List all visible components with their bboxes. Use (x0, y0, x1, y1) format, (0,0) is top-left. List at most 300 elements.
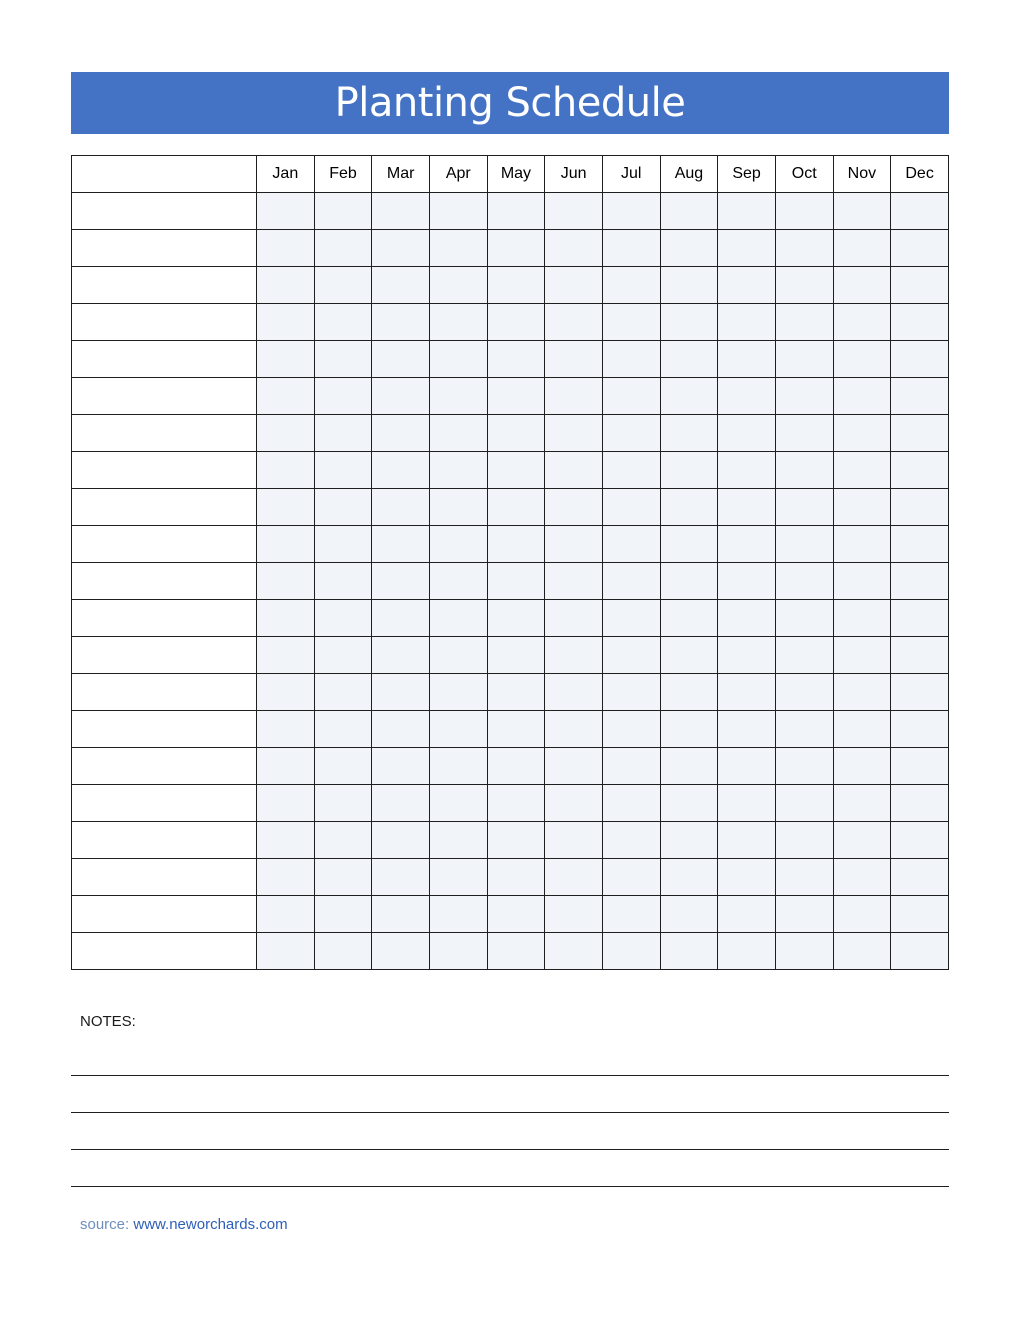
table-row (72, 230, 949, 267)
month-cell-jan[interactable] (257, 637, 315, 674)
month-cell-may[interactable] (487, 933, 545, 970)
month-cell-mar[interactable] (372, 859, 430, 896)
month-cell-dec[interactable] (891, 600, 949, 637)
month-cell-jul[interactable] (602, 267, 660, 304)
month-cell-may[interactable] (487, 859, 545, 896)
month-header-dec: Dec (891, 156, 949, 193)
table-body (72, 193, 949, 970)
month-cell-jul[interactable] (602, 637, 660, 674)
month-cell-mar[interactable] (372, 452, 430, 489)
month-cell-dec[interactable] (891, 785, 949, 822)
month-cell-aug[interactable] (660, 452, 718, 489)
plant-name-cell[interactable] (72, 489, 257, 526)
table-row (72, 896, 949, 933)
month-cell-oct[interactable] (775, 859, 833, 896)
month-cell-apr[interactable] (429, 748, 487, 785)
month-cell-jan[interactable] (257, 267, 315, 304)
planting-schedule-table (71, 155, 949, 970)
month-cell-oct[interactable] (775, 230, 833, 267)
month-cell-jul[interactable] (602, 230, 660, 267)
month-cell-dec[interactable] (891, 674, 949, 711)
month-cell-apr[interactable] (429, 378, 487, 415)
month-cell-nov[interactable] (833, 304, 891, 341)
month-cell-jul[interactable] (602, 822, 660, 859)
month-cell-sep[interactable] (718, 267, 776, 304)
month-cell-may[interactable] (487, 230, 545, 267)
month-cell-apr[interactable] (429, 304, 487, 341)
month-cell-oct[interactable] (775, 304, 833, 341)
month-cell-nov[interactable] (833, 600, 891, 637)
month-cell-aug[interactable] (660, 378, 718, 415)
month-cell-sep[interactable] (718, 304, 776, 341)
month-cell-apr[interactable] (429, 637, 487, 674)
month-cell-jan[interactable] (257, 193, 315, 230)
month-cell-jan[interactable] (257, 304, 315, 341)
month-cell-jun[interactable] (545, 822, 603, 859)
month-cell-may[interactable] (487, 378, 545, 415)
month-header-oct: Oct (775, 156, 833, 193)
month-cell-mar[interactable] (372, 526, 430, 563)
month-cell-apr[interactable] (429, 452, 487, 489)
month-cell-jun[interactable] (545, 526, 603, 563)
month-cell-dec[interactable] (891, 452, 949, 489)
month-cell-jun[interactable] (545, 785, 603, 822)
month-cell-oct[interactable] (775, 563, 833, 600)
month-cell-nov[interactable] (833, 230, 891, 267)
month-cell-jun[interactable] (545, 896, 603, 933)
month-cell-may[interactable] (487, 415, 545, 452)
table-row (72, 933, 949, 970)
month-cell-sep[interactable] (718, 674, 776, 711)
month-cell-jan[interactable] (257, 341, 315, 378)
month-cell-jan[interactable] (257, 748, 315, 785)
month-cell-jun[interactable] (545, 452, 603, 489)
notes-line[interactable] (71, 1149, 949, 1150)
month-cell-sep[interactable] (718, 489, 776, 526)
plant-name-cell[interactable] (72, 822, 257, 859)
month-cell-sep[interactable] (718, 822, 776, 859)
month-cell-apr[interactable] (429, 267, 487, 304)
month-cell-dec[interactable] (891, 230, 949, 267)
table-row (72, 378, 949, 415)
month-cell-jan[interactable] (257, 859, 315, 896)
month-cell-jan[interactable] (257, 526, 315, 563)
month-cell-sep[interactable] (718, 415, 776, 452)
month-cell-apr[interactable] (429, 341, 487, 378)
month-cell-feb[interactable] (314, 452, 372, 489)
plant-name-cell[interactable] (72, 230, 257, 267)
month-cell-may[interactable] (487, 822, 545, 859)
month-cell-jun[interactable] (545, 193, 603, 230)
month-cell-apr[interactable] (429, 711, 487, 748)
month-cell-dec[interactable] (891, 415, 949, 452)
plant-name-cell[interactable] (72, 378, 257, 415)
month-cell-aug[interactable] (660, 933, 718, 970)
month-cell-feb[interactable] (314, 859, 372, 896)
month-cell-may[interactable] (487, 267, 545, 304)
month-cell-mar[interactable] (372, 341, 430, 378)
plant-name-cell[interactable] (72, 674, 257, 711)
month-cell-sep[interactable] (718, 785, 776, 822)
month-cell-dec[interactable] (891, 859, 949, 896)
table-row (72, 415, 949, 452)
month-cell-aug[interactable] (660, 415, 718, 452)
month-cell-may[interactable] (487, 526, 545, 563)
month-cell-jun[interactable] (545, 933, 603, 970)
month-cell-jun[interactable] (545, 489, 603, 526)
plant-name-cell[interactable] (72, 452, 257, 489)
month-cell-dec[interactable] (891, 748, 949, 785)
notes-line[interactable] (71, 1075, 949, 1076)
month-cell-jan[interactable] (257, 563, 315, 600)
month-cell-jul[interactable] (602, 933, 660, 970)
month-cell-jul[interactable] (602, 304, 660, 341)
month-cell-jun[interactable] (545, 637, 603, 674)
plant-name-cell[interactable] (72, 267, 257, 304)
month-cell-apr[interactable] (429, 526, 487, 563)
month-cell-jun[interactable] (545, 304, 603, 341)
month-cell-oct[interactable] (775, 526, 833, 563)
month-cell-dec[interactable] (891, 711, 949, 748)
notes-line[interactable] (71, 1112, 949, 1113)
month-cell-feb[interactable] (314, 674, 372, 711)
month-cell-nov[interactable] (833, 378, 891, 415)
month-cell-jun[interactable] (545, 748, 603, 785)
month-cell-oct[interactable] (775, 452, 833, 489)
month-cell-mar[interactable] (372, 637, 430, 674)
month-cell-nov[interactable] (833, 674, 891, 711)
month-cell-oct[interactable] (775, 193, 833, 230)
month-cell-dec[interactable] (891, 193, 949, 230)
month-cell-may[interactable] (487, 637, 545, 674)
table-row (72, 748, 949, 785)
month-cell-mar[interactable] (372, 711, 430, 748)
month-cell-nov[interactable] (833, 748, 891, 785)
plant-name-cell[interactable] (72, 193, 257, 230)
month-cell-sep[interactable] (718, 452, 776, 489)
month-cell-jan[interactable] (257, 452, 315, 489)
month-cell-aug[interactable] (660, 896, 718, 933)
month-cell-jun[interactable] (545, 674, 603, 711)
month-cell-jan[interactable] (257, 415, 315, 452)
month-cell-jul[interactable] (602, 896, 660, 933)
month-cell-dec[interactable] (891, 933, 949, 970)
month-cell-jan[interactable] (257, 896, 315, 933)
month-cell-jul[interactable] (602, 452, 660, 489)
month-header-may: May (487, 156, 545, 193)
month-cell-sep[interactable] (718, 933, 776, 970)
month-cell-may[interactable] (487, 748, 545, 785)
plant-name-cell[interactable] (72, 859, 257, 896)
month-cell-may[interactable] (487, 341, 545, 378)
month-cell-apr[interactable] (429, 674, 487, 711)
month-cell-apr[interactable] (429, 785, 487, 822)
month-cell-aug[interactable] (660, 637, 718, 674)
month-cell-sep[interactable] (718, 563, 776, 600)
month-cell-nov[interactable] (833, 933, 891, 970)
month-cell-dec[interactable] (891, 563, 949, 600)
month-cell-nov[interactable] (833, 859, 891, 896)
month-cell-feb[interactable] (314, 193, 372, 230)
month-cell-apr[interactable] (429, 415, 487, 452)
month-cell-feb[interactable] (314, 637, 372, 674)
month-cell-jun[interactable] (545, 859, 603, 896)
month-cell-jan[interactable] (257, 489, 315, 526)
month-cell-aug[interactable] (660, 674, 718, 711)
month-cell-jul[interactable] (602, 600, 660, 637)
month-cell-feb[interactable] (314, 785, 372, 822)
month-cell-mar[interactable] (372, 674, 430, 711)
month-cell-mar[interactable] (372, 267, 430, 304)
month-cell-jul[interactable] (602, 785, 660, 822)
month-cell-nov[interactable] (833, 637, 891, 674)
month-cell-jan[interactable] (257, 711, 315, 748)
month-cell-oct[interactable] (775, 674, 833, 711)
month-cell-oct[interactable] (775, 489, 833, 526)
month-cell-sep[interactable] (718, 341, 776, 378)
month-cell-feb[interactable] (314, 896, 372, 933)
month-cell-jan[interactable] (257, 933, 315, 970)
month-cell-nov[interactable] (833, 415, 891, 452)
plant-name-cell[interactable] (72, 563, 257, 600)
month-cell-jun[interactable] (545, 600, 603, 637)
month-cell-sep[interactable] (718, 748, 776, 785)
month-cell-feb[interactable] (314, 711, 372, 748)
month-cell-aug[interactable] (660, 193, 718, 230)
month-cell-jun[interactable] (545, 415, 603, 452)
month-cell-sep[interactable] (718, 600, 776, 637)
month-cell-mar[interactable] (372, 378, 430, 415)
month-cell-feb[interactable] (314, 822, 372, 859)
table-row (72, 304, 949, 341)
plant-name-cell[interactable] (72, 304, 257, 341)
month-cell-jul[interactable] (602, 859, 660, 896)
month-cell-may[interactable] (487, 600, 545, 637)
month-cell-dec[interactable] (891, 378, 949, 415)
month-cell-aug[interactable] (660, 230, 718, 267)
month-cell-apr[interactable] (429, 933, 487, 970)
month-cell-jan[interactable] (257, 785, 315, 822)
month-cell-mar[interactable] (372, 933, 430, 970)
month-cell-aug[interactable] (660, 563, 718, 600)
month-cell-nov[interactable] (833, 267, 891, 304)
month-cell-may[interactable] (487, 896, 545, 933)
month-cell-nov[interactable] (833, 822, 891, 859)
source-link[interactable]: www.neworchards.com (133, 1216, 288, 1233)
month-cell-sep[interactable] (718, 896, 776, 933)
month-cell-feb[interactable] (314, 304, 372, 341)
month-cell-dec[interactable] (891, 304, 949, 341)
month-cell-mar[interactable] (372, 600, 430, 637)
month-cell-nov[interactable] (833, 526, 891, 563)
table-row (72, 452, 949, 489)
month-cell-jan[interactable] (257, 600, 315, 637)
month-cell-aug[interactable] (660, 489, 718, 526)
month-cell-sep[interactable] (718, 637, 776, 674)
month-cell-dec[interactable] (891, 267, 949, 304)
month-cell-aug[interactable] (660, 526, 718, 563)
month-cell-nov[interactable] (833, 193, 891, 230)
month-cell-aug[interactable] (660, 859, 718, 896)
table-row (72, 489, 949, 526)
month-cell-oct[interactable] (775, 822, 833, 859)
month-cell-feb[interactable] (314, 267, 372, 304)
month-cell-feb[interactable] (314, 600, 372, 637)
month-cell-dec[interactable] (891, 896, 949, 933)
month-cell-nov[interactable] (833, 563, 891, 600)
plant-name-cell[interactable] (72, 785, 257, 822)
month-cell-oct[interactable] (775, 748, 833, 785)
month-cell-oct[interactable] (775, 933, 833, 970)
month-cell-oct[interactable] (775, 600, 833, 637)
month-cell-sep[interactable] (718, 711, 776, 748)
month-cell-sep[interactable] (718, 230, 776, 267)
month-cell-jul[interactable] (602, 674, 660, 711)
month-cell-may[interactable] (487, 711, 545, 748)
plant-name-cell[interactable] (72, 748, 257, 785)
month-cell-mar[interactable] (372, 785, 430, 822)
month-cell-jul[interactable] (602, 563, 660, 600)
month-cell-nov[interactable] (833, 489, 891, 526)
table-row (72, 859, 949, 896)
month-cell-dec[interactable] (891, 637, 949, 674)
notes-line[interactable] (71, 1186, 949, 1187)
page-title: Planting Schedule (334, 80, 686, 126)
plant-name-cell[interactable] (72, 600, 257, 637)
month-cell-jun[interactable] (545, 341, 603, 378)
month-cell-jun[interactable] (545, 711, 603, 748)
month-cell-jul[interactable] (602, 415, 660, 452)
plant-name-cell[interactable] (72, 896, 257, 933)
plant-name-cell[interactable] (72, 415, 257, 452)
month-cell-apr[interactable] (429, 489, 487, 526)
month-cell-nov[interactable] (833, 896, 891, 933)
month-cell-apr[interactable] (429, 563, 487, 600)
month-cell-oct[interactable] (775, 711, 833, 748)
month-cell-aug[interactable] (660, 748, 718, 785)
month-cell-nov[interactable] (833, 711, 891, 748)
month-cell-may[interactable] (487, 785, 545, 822)
month-cell-sep[interactable] (718, 378, 776, 415)
month-cell-sep[interactable] (718, 526, 776, 563)
month-cell-feb[interactable] (314, 748, 372, 785)
month-cell-jun[interactable] (545, 267, 603, 304)
month-cell-dec[interactable] (891, 822, 949, 859)
month-cell-nov[interactable] (833, 341, 891, 378)
month-cell-apr[interactable] (429, 859, 487, 896)
month-cell-jul[interactable] (602, 341, 660, 378)
month-cell-apr[interactable] (429, 193, 487, 230)
month-cell-aug[interactable] (660, 785, 718, 822)
month-cell-may[interactable] (487, 563, 545, 600)
month-cell-sep[interactable] (718, 193, 776, 230)
month-cell-may[interactable] (487, 489, 545, 526)
month-cell-jul[interactable] (602, 748, 660, 785)
month-cell-jun[interactable] (545, 230, 603, 267)
month-cell-apr[interactable] (429, 822, 487, 859)
month-cell-mar[interactable] (372, 193, 430, 230)
month-cell-oct[interactable] (775, 267, 833, 304)
month-cell-feb[interactable] (314, 341, 372, 378)
month-cell-feb[interactable] (314, 415, 372, 452)
plant-name-header (72, 156, 257, 193)
table-row (72, 267, 949, 304)
month-cell-jun[interactable] (545, 563, 603, 600)
month-cell-feb[interactable] (314, 933, 372, 970)
title-bar (71, 72, 949, 134)
month-cell-may[interactable] (487, 304, 545, 341)
month-cell-oct[interactable] (775, 637, 833, 674)
month-cell-apr[interactable] (429, 896, 487, 933)
month-cell-jan[interactable] (257, 230, 315, 267)
plant-name-cell[interactable] (72, 711, 257, 748)
month-cell-feb[interactable] (314, 230, 372, 267)
month-cell-aug[interactable] (660, 341, 718, 378)
month-cell-aug[interactable] (660, 267, 718, 304)
month-cell-dec[interactable] (891, 489, 949, 526)
month-cell-oct[interactable] (775, 378, 833, 415)
month-cell-feb[interactable] (314, 378, 372, 415)
plant-name-cell[interactable] (72, 526, 257, 563)
month-cell-oct[interactable] (775, 785, 833, 822)
month-cell-dec[interactable] (891, 341, 949, 378)
table-header-row (72, 156, 949, 193)
plant-name-cell[interactable] (72, 341, 257, 378)
month-cell-mar[interactable] (372, 896, 430, 933)
month-cell-mar[interactable] (372, 304, 430, 341)
month-cell-jan[interactable] (257, 822, 315, 859)
month-cell-nov[interactable] (833, 785, 891, 822)
month-cell-nov[interactable] (833, 452, 891, 489)
plant-name-cell[interactable] (72, 933, 257, 970)
month-cell-oct[interactable] (775, 341, 833, 378)
month-cell-aug[interactable] (660, 304, 718, 341)
plant-name-cell[interactable] (72, 637, 257, 674)
month-cell-may[interactable] (487, 674, 545, 711)
month-cell-feb[interactable] (314, 563, 372, 600)
month-cell-sep[interactable] (718, 859, 776, 896)
month-cell-aug[interactable] (660, 600, 718, 637)
month-cell-apr[interactable] (429, 230, 487, 267)
month-cell-may[interactable] (487, 452, 545, 489)
month-cell-apr[interactable] (429, 600, 487, 637)
month-cell-dec[interactable] (891, 526, 949, 563)
month-cell-mar[interactable] (372, 822, 430, 859)
month-cell-mar[interactable] (372, 563, 430, 600)
month-cell-feb[interactable] (314, 489, 372, 526)
month-cell-jan[interactable] (257, 674, 315, 711)
month-cell-oct[interactable] (775, 415, 833, 452)
month-cell-mar[interactable] (372, 489, 430, 526)
month-cell-oct[interactable] (775, 896, 833, 933)
month-cell-aug[interactable] (660, 822, 718, 859)
month-cell-jan[interactable] (257, 378, 315, 415)
month-cell-may[interactable] (487, 193, 545, 230)
month-cell-jun[interactable] (545, 378, 603, 415)
month-cell-mar[interactable] (372, 230, 430, 267)
month-cell-aug[interactable] (660, 711, 718, 748)
month-cell-jul[interactable] (602, 378, 660, 415)
table-row (72, 563, 949, 600)
table-row (72, 637, 949, 674)
month-cell-jul[interactable] (602, 711, 660, 748)
month-cell-feb[interactable] (314, 526, 372, 563)
month-cell-jul[interactable] (602, 193, 660, 230)
month-cell-jul[interactable] (602, 526, 660, 563)
month-cell-jul[interactable] (602, 489, 660, 526)
month-cell-mar[interactable] (372, 415, 430, 452)
month-cell-mar[interactable] (372, 748, 430, 785)
